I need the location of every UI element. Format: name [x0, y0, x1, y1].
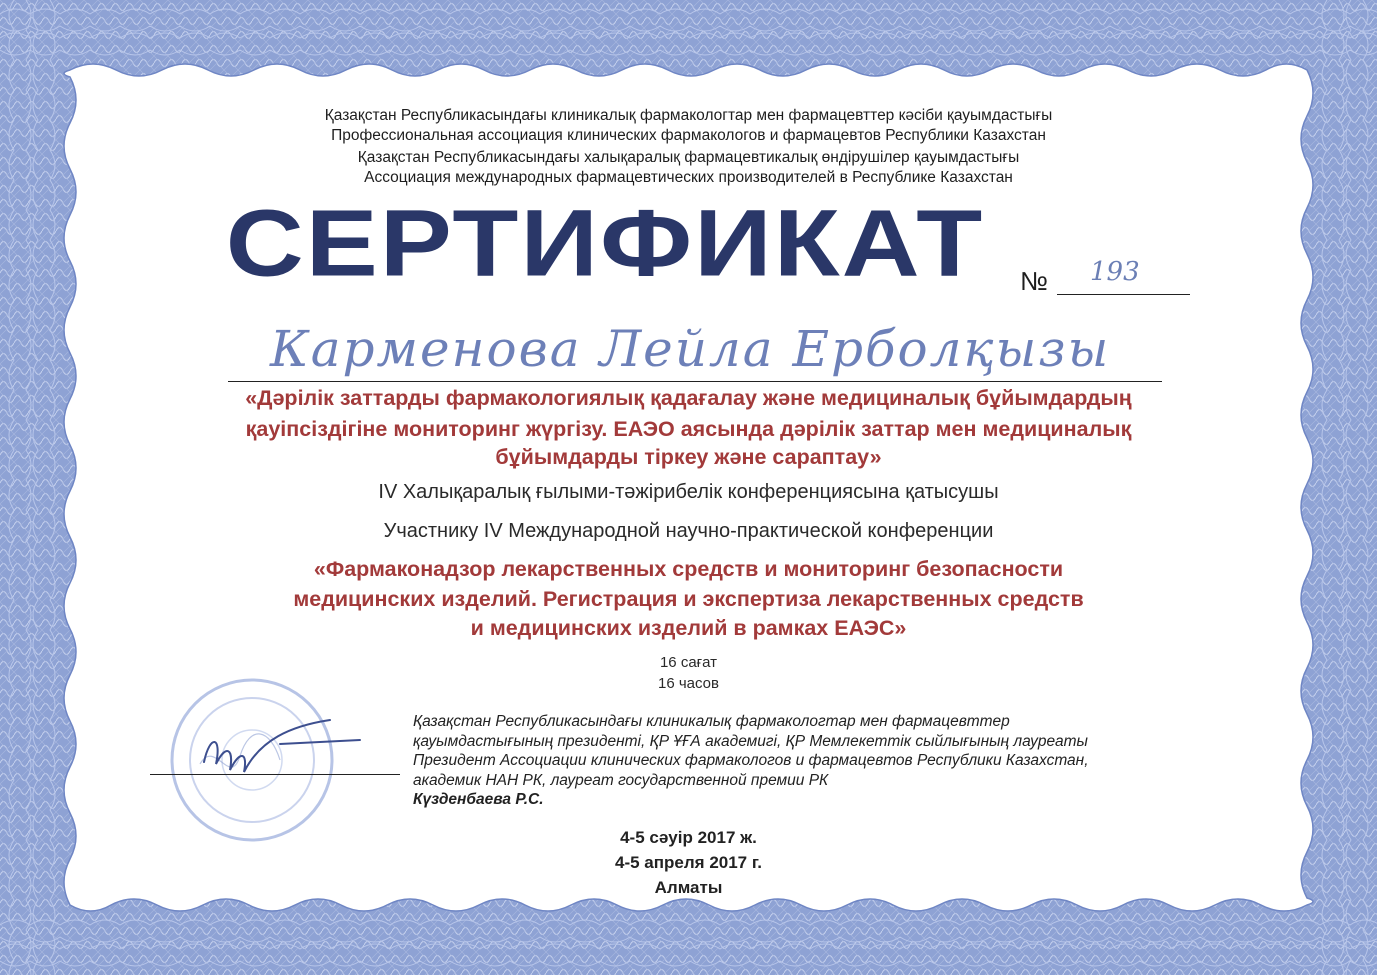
signatory-line-1: Қазақстан Республикасындағы клиникалық фармакологтар мен фармацевттер — [413, 713, 1010, 730]
date-ru: 4-5 апреля 2017 г. — [615, 853, 762, 872]
org-line-kz-1: Қазақстан Республикасындағы клиникалық фармакологтар мен фармацевттер кәсіби қауымдастығы — [324, 107, 1053, 124]
hours-ru: 16 часов — [658, 675, 719, 692]
signature-line — [150, 774, 400, 775]
signatory-line-3: Президент Ассоциации клинических фармакологов и фармацевтов Республики Казахстан, — [413, 752, 1089, 769]
date-kz: 4-5 сәуір 2017 ж. — [620, 828, 757, 847]
signatory-line-4: академик НАН РК, лауреат государственной премии РК — [413, 771, 829, 789]
participant-kz: IV Халықаралық ғылыми-тәжірибелік конференциясына қатысушы — [378, 481, 999, 503]
org-line-ru-2: Ассоциация международных фармацевтических производителей в Республике Казахстан — [364, 169, 1013, 186]
signatory-block — [413, 712, 1089, 810]
certificate-title: СЕРТИФИКАТ — [225, 189, 985, 296]
city: Алматы — [654, 878, 723, 897]
signatory-line-2: қауымдастығының президенті, ҚР ҰҒА академигі, ҚР Мемлекеттік сыйлығының лауреаты — [413, 732, 1088, 750]
topic-ru-line-2: медицинских изделий. Регистрация и экспертиза лекарственных средств — [293, 587, 1084, 611]
org-line-kz-2: Қазақстан Республикасындағы халықаралық фармацевтикалық өндірушілер қауымдастығы — [357, 149, 1020, 166]
participant-ru: Участнику IV Международной научно-практической конференции — [383, 520, 994, 542]
signatory-name: Күзденбаева Р.С. — [413, 791, 544, 808]
topic-ru-line-3: и медицинских изделий в рамках ЕАЭС» — [470, 616, 907, 640]
org-line-ru-1: Профессиональная ассоциация клинических фармакологов и фармацевтов Республики Казахстан — [331, 127, 1046, 144]
topic-kz-line-2: қауіпсіздігіне мониторинг жүргізу. ЕАЭО аясында дәрілік заттар мен медициналық — [245, 417, 1132, 441]
certificate-number: 193 — [1090, 257, 1140, 287]
topic-ru-line-1: «Фармаконадзор лекарственных средств и мониторинг безопасности — [313, 557, 1064, 581]
number-underline — [1057, 294, 1190, 295]
hours-kz: 16 сағат — [659, 654, 718, 671]
number-label: № — [1020, 266, 1048, 296]
recipient-underline — [228, 381, 1162, 382]
recipient-name: Карменова Лейла Ерболқызы — [270, 320, 1111, 378]
topic-kz-line-3: бұйымдарды тіркеу және сараптау» — [495, 445, 882, 469]
topic-kz-line-1: «Дәрілік заттарды фармакологиялық қадағалау және медициналық бұйымдардың — [245, 386, 1132, 410]
